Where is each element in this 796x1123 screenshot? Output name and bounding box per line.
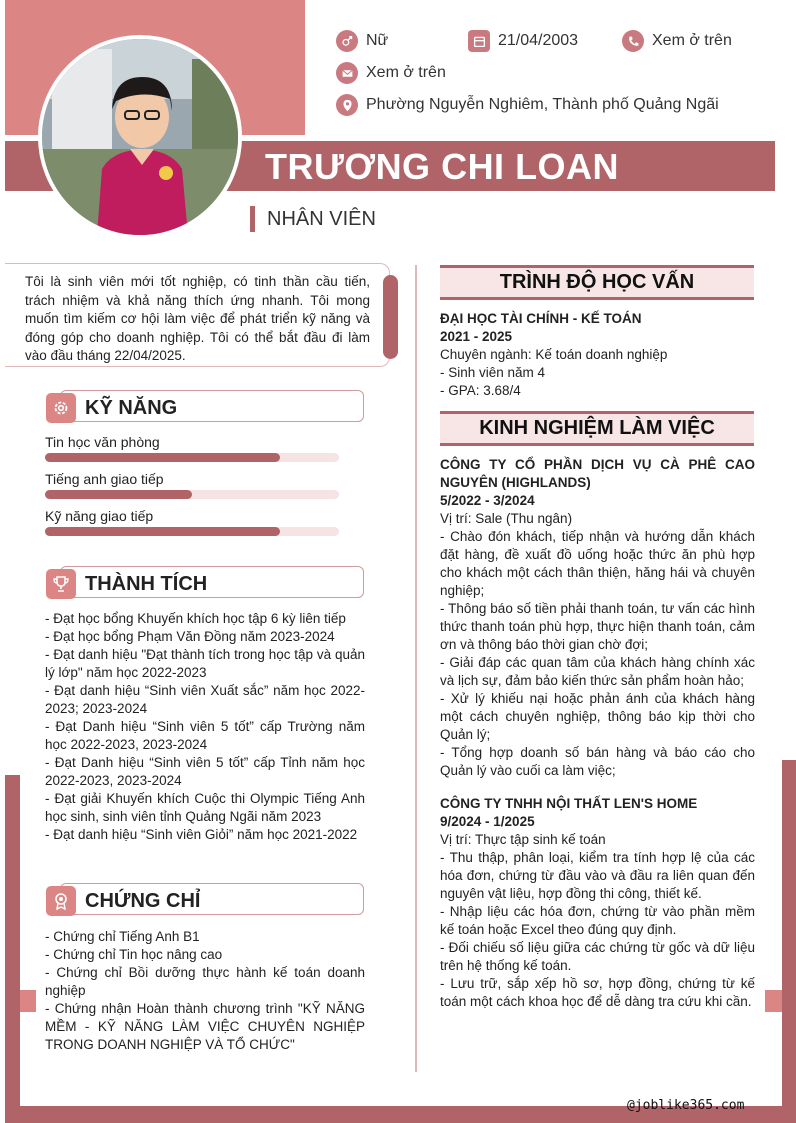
award-icon xyxy=(46,886,76,916)
list-item: - Đạt học bổng Phạm Văn Đồng năm 2023-2024 xyxy=(45,629,335,644)
calendar-icon xyxy=(468,30,490,52)
skill-bar-track xyxy=(45,490,339,499)
skill-bar-fill xyxy=(45,527,280,536)
job-duty: - Đối chiếu số liệu giữa các chứng từ gốc và dữ liệu trên hệ thống kế toán. xyxy=(440,940,755,973)
candidate-name: TRƯƠNG CHI LOAN xyxy=(265,146,620,187)
school-name: ĐẠI HỌC TÀI CHÍNH - KẾ TOÁN xyxy=(440,311,642,326)
phone-value: Xem ở trên xyxy=(652,32,732,49)
contact-address xyxy=(336,94,719,116)
education-line: - GPA: 3.68/4 xyxy=(440,383,521,398)
trophy-icon xyxy=(46,569,76,599)
email-icon xyxy=(336,62,358,84)
phone-icon xyxy=(622,30,644,52)
skill-bar-track xyxy=(45,453,339,462)
job-duty: - Thông báo số tiền phải thanh toán, tư vấn các hình thức thanh toán phù hợp, thực hiện thanh toán, cảm ơn và thông báo thời gian chờ đợi; xyxy=(440,601,755,652)
column-divider xyxy=(415,265,417,1072)
list-item: - Đạt Danh hiệu “Sinh viên 5 tốt” cấp Trường năm học 2022-2023, 2023-2024 xyxy=(45,719,365,752)
birthday-value: 21/04/2003 xyxy=(498,32,579,49)
list-item: - Đạt danh hiệu “Sinh viên Giỏi” năm học 2021-2022 xyxy=(45,827,358,842)
job-duty: - Chào đón khách, tiếp nhận và hướng dẫn khách đặt hàng, đề xuất đồ uống hoặc thức ăn phù hợp cho khách một cách thân thiện, hăng hái và chuyên nghiệp; xyxy=(440,529,755,598)
gear-icon xyxy=(46,393,76,423)
education-block xyxy=(440,310,755,400)
skill-bar-fill xyxy=(45,453,280,462)
candidate-role: NHÂN VIÊN xyxy=(250,206,376,232)
education-line: Chuyên ngành: Kế toán doanh nghiệp xyxy=(440,347,668,362)
list-item: - Chứng chỉ Tiếng Anh B1 xyxy=(45,929,200,944)
left-border-notch xyxy=(20,990,36,1012)
job-period: 5/2022 - 3/2024 xyxy=(440,493,535,508)
achievements-title: THÀNH TÍCH xyxy=(85,573,208,595)
education-heading: TRÌNH ĐỘ HỌC VẤN xyxy=(440,265,754,300)
list-item: - Chứng chỉ Bồi dưỡng thực hành kế toán doanh nghiệp xyxy=(45,965,365,998)
skill-bar-track xyxy=(45,527,339,536)
skill-label: Tin học văn phòng xyxy=(45,434,160,450)
job-position: Vị trí: Sale (Thu ngân) xyxy=(440,511,573,526)
skills-title: KỸ NĂNG xyxy=(85,397,178,419)
list-item: - Đạt Danh hiệu “Sinh viên 5 tốt” cấp Tỉnh năm học 2022-2023, 2023-2024 xyxy=(45,755,365,788)
job-company: CÔNG TY CỔ PHẦN DỊCH VỤ CÀ PHÊ CAO NGUYÊN (HIGHLANDS) xyxy=(440,457,755,490)
contact-birthday xyxy=(468,30,578,52)
skill-bar-fill xyxy=(45,490,192,499)
job-duty: - Lưu trữ, sắp xếp hồ sơ, hợp đồng, chứng từ kế toán một cách khoa học để dễ dàng tra cứu khi cần. xyxy=(440,976,755,1009)
footer-watermark: @joblike365.com xyxy=(627,1098,745,1113)
certificates-list xyxy=(45,928,365,1054)
job-block xyxy=(440,795,755,1011)
skill-label: Kỹ năng giao tiếp xyxy=(45,508,154,524)
job-block xyxy=(440,456,755,780)
achievements-list xyxy=(45,610,365,844)
job-duty: - Xử lý khiếu nại hoặc phản ánh của khách hàng một cách chuyên nghiệp, thông báo kịp thời cho Quản lý; xyxy=(440,691,755,742)
job-period: 9/2024 - 1/2025 xyxy=(440,814,535,829)
list-item: - Đạt học bổng Khuyến khích học tập 6 kỳ liên tiếp xyxy=(45,611,346,626)
contact-gender xyxy=(336,30,388,52)
summary-text: Tôi là sinh viên mới tốt nghiệp, có tinh thần cầu tiến, trách nhiệm và khả năng thích ứng nhanh. Tôi mong muốn tìm kiếm cơ hội làm việc để phát triển kỹ năng và đóng góp cho doanh nghiệp. Tôi có thể bắt đầu đi làm vào đầu tháng 22/04/2025. xyxy=(25,274,370,363)
list-item: - Đạt danh hiệu “Sinh viên Xuất sắc” năm học 2022-2023; 2023-2024 xyxy=(45,683,365,716)
gender-icon xyxy=(336,30,358,52)
gender-value: Nữ xyxy=(366,32,389,49)
avatar xyxy=(38,35,242,239)
summary-accent-bar xyxy=(383,275,398,359)
education-period: 2021 - 2025 xyxy=(440,329,513,344)
job-position: Vị trí: Thực tập sinh kế toán xyxy=(440,832,606,847)
experience-heading: KINH NGHIỆM LÀM VIỆC xyxy=(440,411,754,446)
contact-email xyxy=(336,62,446,84)
address-value: Phường Nguyễn Nghiêm, Thành phố Quảng Ngãi xyxy=(366,96,719,113)
job-company: CÔNG TY TNHH NỘI THẤT LEN'S HOME xyxy=(440,796,698,811)
job-duty: - Tổng hợp doanh số bán hàng và báo cáo cho Quản lý vào cuối ca làm việc; xyxy=(440,745,755,778)
job-duty: - Nhập liệu các hóa đơn, chứng từ vào phần mềm kế toán hoặc Excel theo đúng quy định. xyxy=(440,904,755,937)
location-pin-icon xyxy=(336,94,358,116)
job-duty: - Thu thập, phân loại, kiểm tra tính hợp lệ của các hóa đơn, chứng từ đầu vào và đầu ra liên quan đến nguyên vật liệu, hợp đồng thi công, thiết kế. xyxy=(440,850,755,901)
education-line: - Sinh viên năm 4 xyxy=(440,365,546,380)
right-border-notch xyxy=(765,990,782,1012)
job-duty: - Giải đáp các quan tâm của khách hàng chính xác và lịch sự, đảm bảo kiến thức sản phẩm hoàn hảo; xyxy=(440,655,755,688)
list-item: - Chứng nhận Hoàn thành chương trình "KỸ NĂNG MỀM - KỸ NĂNG LÀM VIỆC CHUYÊN NGHIỆP TRONG DOANH NGHIỆP VÀ TỔ CHỨC" xyxy=(45,1001,365,1052)
certificates-title: CHỨNG CHỈ xyxy=(85,890,201,912)
contact-phone xyxy=(622,30,732,52)
right-border-stripe xyxy=(782,760,796,1123)
email-value: Xem ở trên xyxy=(366,64,446,81)
skill-label: Tiếng anh giao tiếp xyxy=(45,471,164,487)
list-item: - Chứng chỉ Tin học nâng cao xyxy=(45,947,223,962)
list-item: - Đạt danh hiệu "Đạt thành tích trong học tập và quản lý lớp" năm học 2022-2023 xyxy=(45,647,365,680)
list-item: - Đạt giải Khuyến khích Cuộc thi Olympic Tiếng Anh học sinh, sinh viên tỉnh Quảng Ngãi năm 2023 xyxy=(45,791,365,824)
left-border-stripe xyxy=(5,775,20,1123)
